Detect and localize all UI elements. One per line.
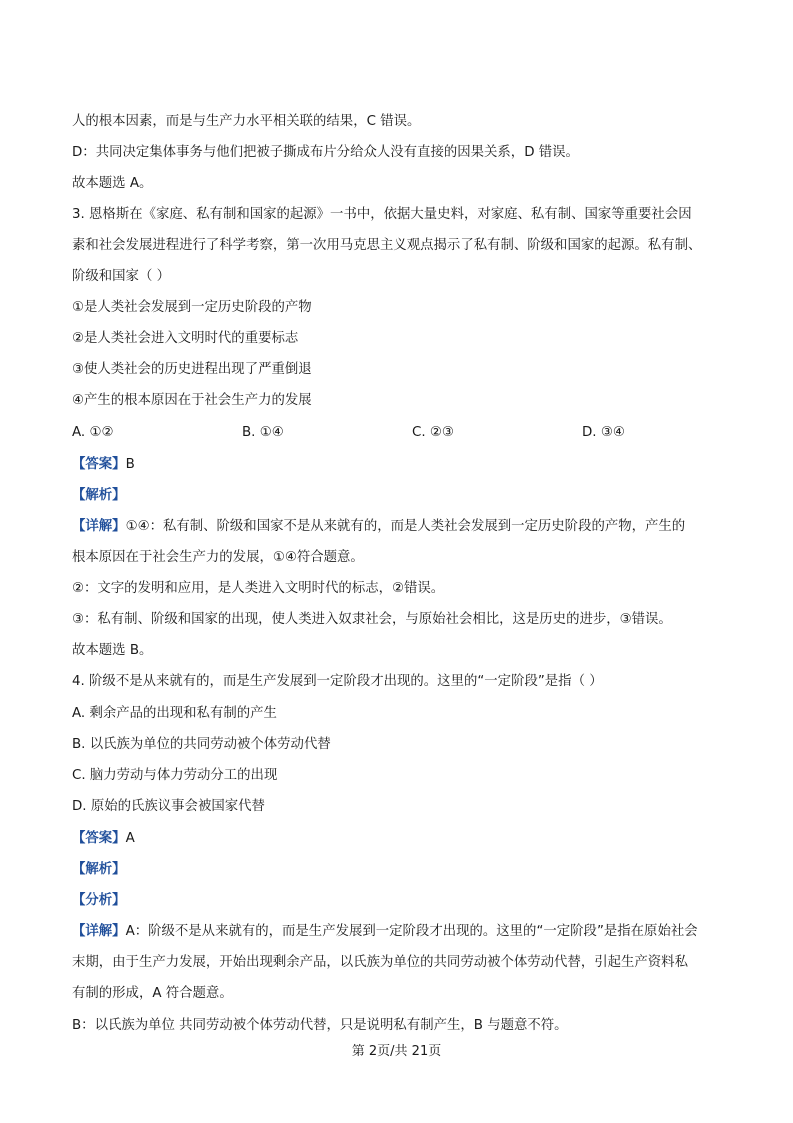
answer-line: [72, 829, 743, 849]
detail-line: [72, 922, 743, 942]
detail-line: 根本原因在于社会生产力的发展，①④符合题意。: [72, 550, 364, 565]
detail-line: ②：文字的发明和应用，是人类进入文明时代的标志，②错误。: [72, 581, 445, 596]
option-d: D. ③④: [582, 425, 625, 440]
fenxi-tag: 【分析】: [72, 893, 126, 908]
detail-line: B：以氏族为单位 共同劳动被个体劳动代替，只是说明私有制产生，B 与题意不符。: [72, 1018, 568, 1033]
question-4-option: D. 原始的氏族议事会被国家代替: [72, 799, 265, 814]
option-a: A. ①②: [72, 425, 114, 440]
text-line: 故本题选 A。: [72, 176, 153, 191]
question-4-option: B. 以氏族为单位的共同劳动被个体劳动代替: [72, 737, 331, 752]
question-3-stem: 素和社会发展进程进行了科学考察，第一次用马克思主义观点揭示了私有制、阶级和国家的起源。私有制、: [72, 238, 702, 253]
analysis-tag: 【解析】: [72, 862, 126, 877]
text-line: 人的根本因素，而是与生产力水平相关联的结果，C 错误。: [72, 114, 421, 129]
detail-line: 有制的形成，A 符合题意。: [72, 986, 233, 1001]
question-3-stem: 3. 恩格斯在《家庭、私有制和国家的起源》一书中，依据大量史料，对家庭、私有制、国家等重要社会因: [72, 207, 692, 222]
detail-line: 末期，由于生产力发展，开始出现剩余产品，以氏族为单位的共同劳动被个体劳动代替，引起生产资料私: [72, 955, 688, 970]
question-3-options: [72, 423, 732, 443]
detail-line: [72, 517, 743, 537]
question-4-stem: 4. 阶级不是从来就有的，而是生产发展到一定阶段才出现的。这里的“一定阶段”是指（ ）: [72, 674, 603, 689]
detail-text: A：阶级不是从来就有的，而是生产发展到一定阶段才出现的。这里的“一定阶段”是指在原始社会: [125, 924, 698, 939]
option-c: C. ②③: [412, 425, 454, 440]
question-3-item: ②是人类社会进入文明时代的重要标志: [72, 331, 299, 346]
detail-tag: 【详解】: [72, 924, 126, 939]
conclusion-line: 故本题选 B。: [72, 643, 153, 658]
answer-line: [72, 455, 743, 475]
analysis-tag: 【解析】: [72, 488, 126, 503]
answer-value: A: [125, 831, 135, 846]
page-footer: 第 2页/共 21页: [351, 1044, 442, 1059]
answer-tag: 【答案】: [72, 457, 126, 472]
question-3-stem: 阶级和国家（ ）: [72, 269, 170, 284]
question-3-item: ③使人类社会的历史进程出现了严重倒退: [72, 362, 312, 377]
question-4-option: A. 剩余产品的出现和私有制的产生: [72, 706, 277, 721]
answer-value: B: [125, 457, 135, 472]
question-3-item: ④产生的根本原因在于社会生产力的发展: [72, 393, 312, 408]
detail-line: ③：私有制、阶级和国家的出现，使人类进入奴隶社会，与原始社会相比，这是历史的进步，③错误。: [72, 612, 672, 627]
text-line: D：共同决定集体事务与他们把被子撕成布片分给众人没有直接的因果关系，D 错误。: [72, 145, 579, 160]
detail-text: ①④：私有制、阶级和国家不是从来就有的，而是人类社会发展到一定历史阶段的产物，产生的: [125, 519, 686, 534]
detail-tag: 【详解】: [72, 519, 126, 534]
analysis-line: [72, 860, 743, 880]
answer-tag: 【答案】: [72, 831, 126, 846]
question-3-item: ①是人类社会发展到一定历史阶段的产物: [72, 300, 312, 315]
option-b: B. ①④: [242, 425, 284, 440]
fenxi-line: [72, 891, 743, 911]
analysis-line: [72, 486, 743, 506]
question-4-option: C. 脑力劳动与体力劳动分工的出现: [72, 768, 278, 783]
